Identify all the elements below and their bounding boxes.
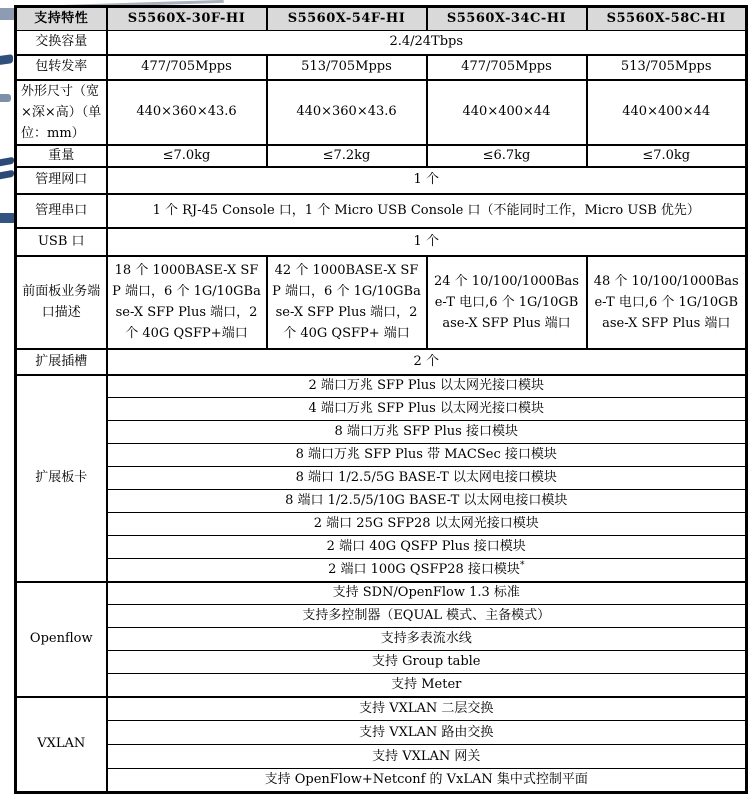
row-forwarding-rate [16, 55, 747, 80]
row-vxlan [16, 769, 747, 793]
decorative-left-bar [0, 94, 11, 102]
row-label: Openflow [16, 582, 107, 697]
openflow-feature-item: 支持 Meter [107, 674, 747, 697]
row-expansion-cards [16, 467, 747, 490]
table-header-row [16, 7, 747, 31]
vxlan-feature-item: 支持 VXLAN 路由交换 [107, 721, 747, 745]
spec-value: 24 个 10/100/1000Base-T 电口,6 个 1G/10GBase-X SFP Plus 端口 [427, 256, 587, 349]
spec-value: 513/705Mpps [267, 55, 427, 80]
vxlan-feature-item: 支持 VXLAN 二层交换 [107, 697, 747, 721]
row-switching-capacity [16, 31, 747, 55]
spec-value: 1 个 [107, 167, 747, 194]
expansion-card-item: 8 端口 1/2.5/5G BASE-T 以太网电接口模块 [107, 467, 747, 490]
vxlan-feature-item: 支持 OpenFlow+Netconf 的 VxLAN 集中式控制平面 [107, 769, 747, 793]
spec-value: 2.4/24Tbps [107, 31, 747, 55]
expansion-card-text: 2 端口 100G QSFP28 接口模块 [328, 561, 520, 577]
row-openflow [16, 628, 747, 651]
row-label: 重量 [16, 145, 107, 167]
decorative-left-bar [0, 170, 14, 179]
expansion-card-item: 2 端口 25G SFP28 以太网光接口模块 [107, 513, 747, 536]
spec-value: 48 个 10/100/1000Base-T 电口,6 个 1G/10GBase-X SFP Plus 端口 [587, 256, 747, 349]
row-expansion-slots [16, 349, 747, 375]
row-openflow [16, 674, 747, 697]
spec-value: ≤7.0kg [107, 145, 267, 167]
spec-value: 1 个 RJ-45 Console 口，1 个 Micro USB Console 口（不能同时工作，Micro USB 优先） [107, 194, 747, 228]
spec-value: ≤7.0kg [587, 145, 747, 167]
row-mgmt-ethernet-port [16, 167, 747, 194]
row-front-panel-ports [16, 256, 747, 349]
row-label: 管理网口 [16, 167, 107, 194]
row-expansion-cards [16, 444, 747, 467]
openflow-feature-item: 支持 SDN/OpenFlow 1.3 标准 [107, 582, 747, 605]
row-vxlan [16, 697, 747, 721]
row-openflow [16, 605, 747, 628]
row-vxlan [16, 745, 747, 769]
decorative-left-bar [0, 8, 15, 20]
expansion-card-item: 8 端口万兆 SFP Plus 接口模块 [107, 421, 747, 444]
row-expansion-cards [16, 421, 747, 444]
row-usb-port [16, 228, 747, 256]
spec-value: 440×360×43.6 [107, 80, 267, 145]
row-weight [16, 145, 747, 167]
row-expansion-cards [16, 536, 747, 559]
row-openflow [16, 651, 747, 674]
row-dimensions [16, 80, 747, 145]
spec-value: 440×360×43.6 [267, 80, 427, 145]
row-label: 管理串口 [16, 194, 107, 228]
spec-value: 2 个 [107, 349, 747, 375]
row-vxlan [16, 721, 747, 745]
spec-value: 18 个 1000BASE-X SFP 端口，6 个 1G/10GBase-X SFP Plus 端口，2 个 40G QSFP+端口 [107, 256, 267, 349]
row-label: 外形尺寸（宽×深×高）（单位：mm） [16, 80, 107, 145]
spec-value: ≤7.2kg [267, 145, 427, 167]
openflow-feature-item: 支持 Group table [107, 651, 747, 674]
expansion-card-item: 2 端口 40G QSFP Plus 接口模块 [107, 536, 747, 559]
row-mgmt-serial-port [16, 194, 747, 228]
openflow-feature-item: 支持多表流水线 [107, 628, 747, 651]
expansion-card-item: 2 端口万兆 SFP Plus 以太网光接口模块 [107, 375, 747, 398]
expansion-card-item: 8 端口万兆 SFP Plus 带 MACSec 接口模块 [107, 444, 747, 467]
row-openflow [16, 582, 747, 605]
row-label: 扩展板卡 [16, 375, 107, 582]
row-label: USB 口 [16, 228, 107, 256]
spec-table [14, 5, 748, 794]
spec-value: 440×400×44 [427, 80, 587, 145]
expansion-card-item: 4 端口万兆 SFP Plus 以太网光接口模块 [107, 398, 747, 421]
spec-value: ≤6.7kg [427, 145, 587, 167]
row-label: 包转发率 [16, 55, 107, 80]
row-expansion-cards [16, 513, 747, 536]
spec-value: 513/705Mpps [587, 55, 747, 80]
openflow-feature-item: 支持多控制器（EQUAL 模式、主备模式） [107, 605, 747, 628]
footnote-marker: * [519, 560, 525, 571]
spec-value: 440×400×44 [587, 80, 747, 145]
row-label: VXLAN [16, 697, 107, 793]
model-column-header: S5560X-30F-HI [107, 7, 267, 31]
decorative-left-bar [0, 157, 14, 166]
row-label: 前面板业务端口描述 [16, 256, 107, 349]
row-label: 扩展插槽 [16, 349, 107, 375]
expansion-card-item: 8 端口 1/2.5/5/10G BASE-T 以太网电接口模块 [107, 490, 747, 513]
model-column-header: S5560X-54F-HI [267, 7, 427, 31]
vxlan-feature-item: 支持 VXLAN 网关 [107, 745, 747, 769]
row-expansion-cards [16, 375, 747, 398]
spec-value: 1 个 [107, 228, 747, 256]
model-column-header: S5560X-58C-HI [587, 7, 747, 31]
expansion-card-item [107, 559, 747, 582]
row-expansion-cards [16, 490, 747, 513]
decorative-left-bar [0, 54, 13, 65]
model-column-header: S5560X-34C-HI [427, 7, 587, 31]
spec-value: 477/705Mpps [427, 55, 587, 80]
row-expansion-cards [16, 559, 747, 582]
row-label: 交换容量 [16, 31, 107, 55]
spec-value: 42 个 1000BASE-X SFP 端口，6 个 1G/10GBase-X SFP Plus 端口，2 个 40G QSFP+ 端口 [267, 256, 427, 349]
feature-column-header: 支持特性 [16, 7, 107, 31]
row-expansion-cards [16, 398, 747, 421]
spec-value: 477/705Mpps [107, 55, 267, 80]
